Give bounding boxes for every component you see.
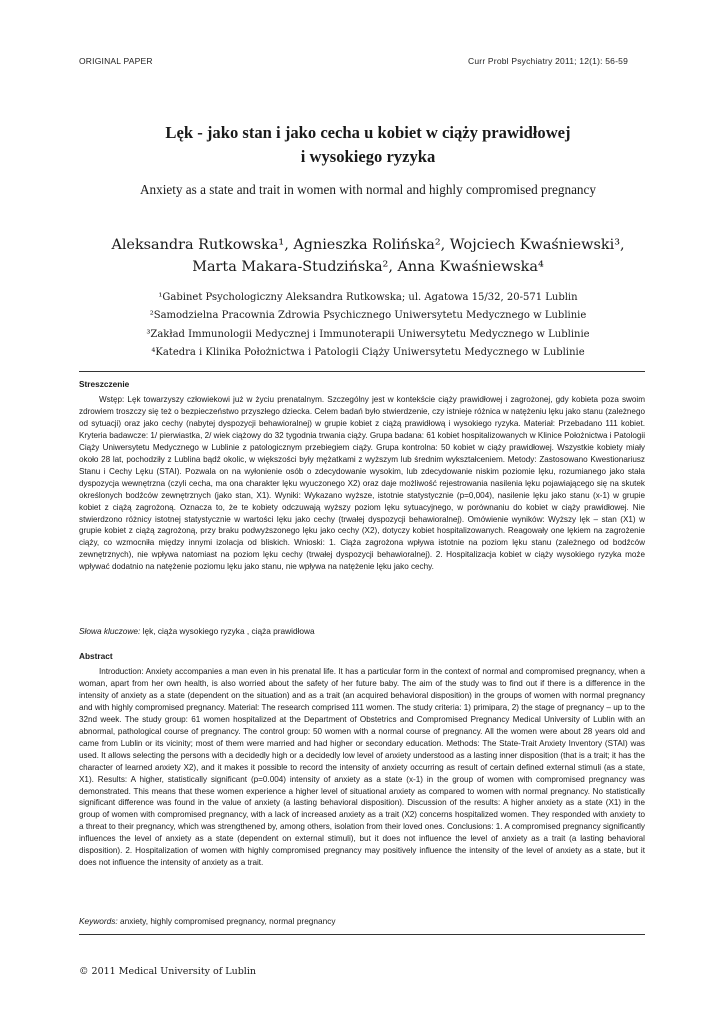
affiliation-2: ²Samodzielna Pracownia Zdrowia Psychicznego Uniwersytetu Medycznego w Lublinie	[149, 310, 587, 322]
streszczenie-text: Wstęp: Lęk towarzyszy człowiekowi już w życiu prenatalnym. Szczególny jest w kontekście ciąży prawidłowej i zagrożonej, gdy kobieta poza swoim zdrowiem troszczy się też o bezpieczeństwo przyszłego dziecka. Celem badań było stwierdzenie, czy istnieje różnica w natężeniu lęku jako stanu (zależnego od sytuacji) oraz jako cechy (nabytej dyspozycji behawioralnej) w grupie kobiet z ciążą prawidłową i wysokiego ryzyka. Materiał: Przebadano 111 kobiet. Kryteria badawcze: 1/ pierwiastka, 2/ wiek ciążowy do 32 tygodnia trwania ciąży. Grupa badana: 61 kobiet hospitalizowanych w Klinice Położnictwa i Patologii Ciąży Uniwersytetu Medycznego w Lublinie z patologicznym przebiegiem ciąży. Grupa kontrolna: 50 kobiet w ciąży prawidłowej. Wszystkie kobiety miały około 28 lat, pochodziły z Lublina bądź okolic, w większości były mężatkami z wyższym lub średnim wykształceniem. Metody: Zastosowano Kwestionariusz Stanu i Cechy Lęku (STAI). Pozwala on na wyłonienie osób o zdecydowanie wysokim, lub zdecydowanie niskim poziomie lęku, rozumianego jako stała dyspozycja wewnętrzna (czyli cecha, ma ona charakter lęku wyuczonego X2) oraz daje możliwość rejestrowania nasilenia lęku pojawiającego się na skutek określonych bodźców zewnętrznych (jako stan, X1). Wyniki: Wykazano wyższe, istotnie statystycznie (p=0,004), nasilenie lęku jako stanu (x-1) w grupie kobiet z ciążą zagrożoną. Oznacza to, że te kobiety odczuwają wyższy poziom lęku sytuacyjnego, w porównaniu do kobiet w ciąży prawidłowej. Nie stwierdzono różnicy istotnej statystycznie w wartości lęku jako cechy (trwałej dyspozycji behawioralnej). Omówienie wyników: Wyższy lęk – stan (X1) w grupie kobiet z ciążą zagrożoną, przy braku podwyższonego lęku jako cechy (X2), dotyczy kobiet hospitalizowanych. Reagowały one lękiem na zagrożenie ciąży, co wzmocniła między innymi izolacja od bliskich. Wnioski: 1. Ciąża zagrożona wpływa istotnie na poziom lęku stanu (zależnego od bodźców zewnętrznych), nie wpływa natomiast na poziom lęku cechy (trwałej dyspozycji behawioralnej). 2. Hospitalizacja kobiet w ciąży wysokiego ryzyka może wpływać dodatnio na natężenie poziomu lęku jako stanu, nie wpływa na natężenie lęku jako cechy.	[79, 395, 645, 572]
affiliation-4: ⁴Katedra i Klinika Położnictwa i Patologii Ciąży Uniwersytetu Medycznego w Lublinie	[151, 346, 585, 358]
keywords-polish	[79, 626, 315, 636]
affiliation-list	[80, 289, 656, 362]
abstract-heading: Abstract	[79, 651, 113, 661]
keywords-polish-label: Słowa kluczowe:	[79, 626, 141, 636]
paper-title-line-2: i wysokiego ryzyka	[300, 147, 436, 166]
abstract-text: Introduction: Anxiety accompanies a man even in his prenatal life. It has a particular form in the context of normal and compromised pregnancy, when a woman, apart from her own health, is also worried about the safety of her future baby. The aim of the study was to find out if there is a difference in the intensity of anxiety as a state (dependent on the situation) and as a trait (an acquired behavioral disposition) in the groups of women with normal pregnancy and with highly compromised pregnancy. Material: The research comprised 111 women. The study criteria: 1) primipara, 2) the stage of pregnancy – up to the 32nd week. The study group: 61 women hospitalized at the Department of Obstetrics and Compromised Pregnancy Medical University of Lublin with an abnormal, pathological course of pregnancy. The control group: 50 women with a normal course of pregnancy. All the women were about 28 years old and came from Lublin or its vicinity; most of them were married and had higher or secondary education. Methods: The State-Trait Anxiety Inventory (STAI) was used. It allows selecting the persons with a decidedly high or a decidedly low level of anxiety understood as a lasting inner disposition (that is a trait; it has the character of learned anxiety X2), and it makes it possible to record the intensity of anxiety occurring as result of certain defined external stimuli (as a state, X1). Results: A higher, statistically significant (p=0.004) intensity of anxiety as a state (x-1) in the group of women with compromised pregnancy was demonstrated. This means that these women experience a higher level of situational anxiety as compared to women with normal pregnancy. No statistically significant difference was found in the value of anxiety (a lasting behavioral disposition). Discussion of the results: A higher anxiety as a state (X1) in the group of women with compromised pregnancy, with a lack of increased anxiety as a trait (X2) concerns hospitalized women. They responded with anxiety to a threat to their pregnancy, which was strengthened by, among others, isolation from their loved ones. Conclusions: 1. A compromised pregnancy significantly influences the level of anxiety as a state (dependent on external stimuli), but it does not influence the level of anxiety as a trait (a lasting behavioral disposition). 2. Hospitalization of women with highly compromised pregnancy may positively influence the intensity of the level of anxiety as a state, but it does not influence the intensity of anxiety as a trait.	[79, 667, 645, 868]
section-divider-bottom	[79, 934, 645, 935]
author-line-2: Marta Makara-Studzińska², Anna Kwaśniewska⁴	[192, 259, 544, 275]
keywords-english-value: anxiety, highly compromised pregnancy, normal pregnancy	[117, 916, 336, 926]
affiliation-1: ¹Gabinet Psychologiczny Aleksandra Rutkowska; ul. Agatowa 15/32, 20-571 Lublin	[158, 292, 578, 303]
keywords-polish-value: lęk, ciąża wysokiego ryzyka , ciąża prawidłowa	[140, 626, 315, 636]
journal-citation: Curr Probl Psychiatry 2011; 12(1): 56-59	[468, 56, 628, 66]
keywords-english-label: Keywords:	[79, 916, 118, 926]
author-list	[80, 234, 656, 278]
article-type-label: ORIGINAL PAPER	[79, 56, 153, 66]
author-line-1: Aleksandra Rutkowska¹, Agnieszka Rolińska², Wojciech Kwaśniewski³,	[111, 237, 625, 253]
paper-subtitle-english: Anxiety as a state and trait in women with normal and highly compromised pregnancy	[140, 182, 596, 197]
copyright-footer: © 2011 Medical University of Lublin	[79, 966, 256, 977]
paper-title-line-1: Lęk - jako stan i jako cecha u kobiet w ciąży prawidłowej	[165, 123, 571, 142]
section-divider-top	[79, 371, 645, 372]
keywords-english	[79, 916, 336, 926]
streszczenie-heading: Streszczenie	[79, 379, 130, 389]
affiliation-3: ³Zakład Immunologii Medycznej i Immunoterapii Uniwersytetu Medycznego w Lublinie	[146, 328, 590, 340]
paper-title	[80, 121, 656, 169]
